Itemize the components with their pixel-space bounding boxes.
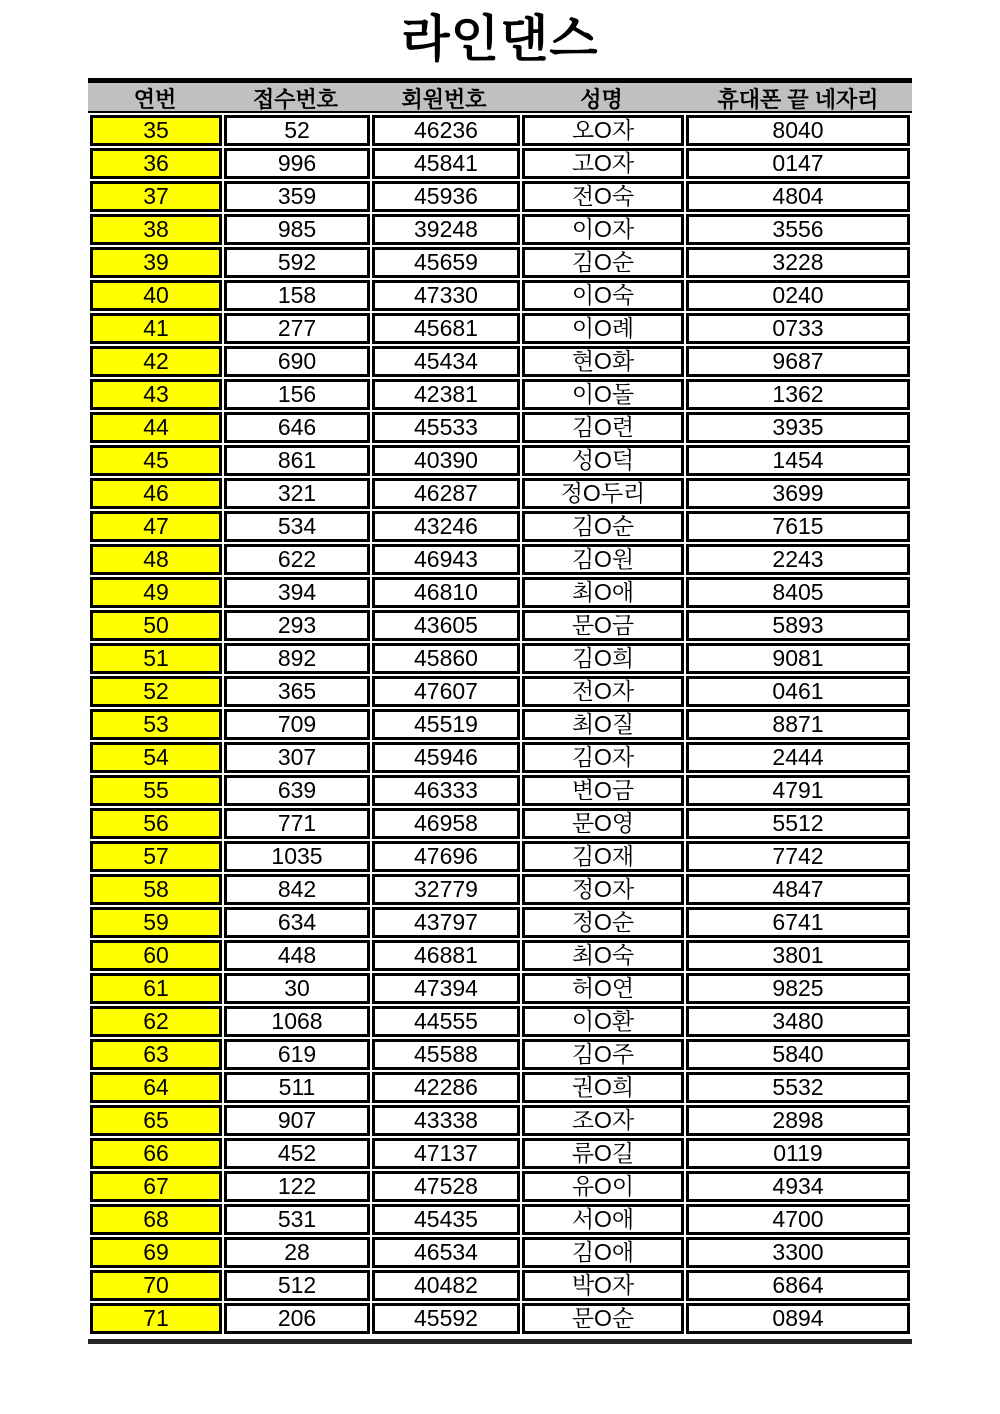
name-cell: 이O자: [522, 214, 684, 245]
phone-last4-cell: 5512: [686, 808, 910, 839]
table-bottom-border: [88, 1339, 912, 1344]
page-title: 라인댄스: [401, 11, 599, 67]
member-number-cell: 45592: [372, 1303, 520, 1334]
name-cell: 고O자: [522, 148, 684, 179]
serial-number-cell: 61: [90, 973, 222, 1004]
registration-number-cell: 634: [224, 907, 370, 938]
name-cell: 최O질: [522, 709, 684, 740]
name-cell: 김O희: [522, 643, 684, 674]
serial-number-cell: 46: [90, 478, 222, 509]
serial-number-cell: 37: [90, 181, 222, 212]
registration-number-cell: 365: [224, 676, 370, 707]
name-cell: 현O화: [522, 346, 684, 377]
member-number-cell: 40390: [372, 445, 520, 476]
phone-last4-cell: 0461: [686, 676, 910, 707]
registration-number-cell: 907: [224, 1105, 370, 1136]
name-cell: 김O련: [522, 412, 684, 443]
member-number-cell: 45659: [372, 247, 520, 278]
serial-number-cell: 35: [90, 115, 222, 146]
table-header-row: [88, 78, 912, 113]
serial-number-cell: 40: [90, 280, 222, 311]
table-body: [88, 113, 912, 1336]
registration-number-cell: 646: [224, 412, 370, 443]
name-cell: 문O영: [522, 808, 684, 839]
name-cell: 김O순: [522, 247, 684, 278]
name-cell: 이O돌: [522, 379, 684, 410]
name-cell: 권O희: [522, 1072, 684, 1103]
member-number-cell: 47137: [372, 1138, 520, 1169]
phone-last4-cell: 4847: [686, 874, 910, 905]
serial-number-cell: 38: [90, 214, 222, 245]
name-cell: 김O주: [522, 1039, 684, 1070]
registration-number-cell: 156: [224, 379, 370, 410]
member-number-cell: 45841: [372, 148, 520, 179]
member-number-cell: 46958: [372, 808, 520, 839]
member-number-cell: 47330: [372, 280, 520, 311]
phone-last4-cell: 1362: [686, 379, 910, 410]
registration-number-cell: 622: [224, 544, 370, 575]
phone-last4-cell: 4934: [686, 1171, 910, 1202]
phone-last4-cell: 5532: [686, 1072, 910, 1103]
registration-number-cell: 293: [224, 610, 370, 641]
registration-number-cell: 709: [224, 709, 370, 740]
phone-last4-cell: 7615: [686, 511, 910, 542]
phone-last4-cell: 3556: [686, 214, 910, 245]
member-number-cell: 45936: [372, 181, 520, 212]
member-number-cell: 44555: [372, 1006, 520, 1037]
phone-last4-cell: 3801: [686, 940, 910, 971]
serial-number-cell: 68: [90, 1204, 222, 1235]
header-name: 성명: [580, 87, 623, 112]
phone-last4-cell: 6741: [686, 907, 910, 938]
name-cell: 이O숙: [522, 280, 684, 311]
name-cell: 정O두리: [522, 478, 684, 509]
member-number-cell: 46810: [372, 577, 520, 608]
phone-last4-cell: 0147: [686, 148, 910, 179]
name-cell: 최O애: [522, 577, 684, 608]
registration-number-cell: 892: [224, 643, 370, 674]
member-number-cell: 46534: [372, 1237, 520, 1268]
serial-number-cell: 71: [90, 1303, 222, 1334]
member-number-cell: 46333: [372, 775, 520, 806]
name-cell: 이O환: [522, 1006, 684, 1037]
phone-last4-cell: 0733: [686, 313, 910, 344]
name-cell: 문O순: [522, 1303, 684, 1334]
registration-number-cell: 1035: [224, 841, 370, 872]
registration-number-cell: 639: [224, 775, 370, 806]
registration-number-cell: 448: [224, 940, 370, 971]
phone-last4-cell: 9081: [686, 643, 910, 674]
member-number-cell: 32779: [372, 874, 520, 905]
phone-last4-cell: 4791: [686, 775, 910, 806]
serial-number-cell: 47: [90, 511, 222, 542]
phone-last4-cell: 3935: [686, 412, 910, 443]
serial-number-cell: 44: [90, 412, 222, 443]
registration-number-cell: 842: [224, 874, 370, 905]
member-number-cell: 45435: [372, 1204, 520, 1235]
phone-last4-cell: 8040: [686, 115, 910, 146]
header-registration-number: 접수번호: [252, 87, 338, 112]
member-number-cell: 45519: [372, 709, 520, 740]
name-cell: 정O순: [522, 907, 684, 938]
member-number-cell: 43605: [372, 610, 520, 641]
serial-number-cell: 53: [90, 709, 222, 740]
serial-number-cell: 60: [90, 940, 222, 971]
member-number-cell: 45434: [372, 346, 520, 377]
registration-number-cell: 512: [224, 1270, 370, 1301]
registration-number-cell: 452: [224, 1138, 370, 1169]
phone-last4-cell: 0119: [686, 1138, 910, 1169]
serial-number-cell: 45: [90, 445, 222, 476]
name-cell: 김O애: [522, 1237, 684, 1268]
member-number-cell: 45588: [372, 1039, 520, 1070]
member-number-cell: 45946: [372, 742, 520, 773]
phone-last4-cell: 8871: [686, 709, 910, 740]
name-cell: 서O애: [522, 1204, 684, 1235]
serial-number-cell: 55: [90, 775, 222, 806]
serial-number-cell: 58: [90, 874, 222, 905]
name-cell: 전O숙: [522, 181, 684, 212]
serial-number-cell: 66: [90, 1138, 222, 1169]
member-number-cell: 46881: [372, 940, 520, 971]
serial-number-cell: 64: [90, 1072, 222, 1103]
serial-number-cell: 43: [90, 379, 222, 410]
registration-number-cell: 28: [224, 1237, 370, 1268]
phone-last4-cell: 0240: [686, 280, 910, 311]
name-cell: 박O자: [522, 1270, 684, 1301]
serial-number-cell: 63: [90, 1039, 222, 1070]
phone-last4-cell: 1454: [686, 445, 910, 476]
serial-number-cell: 57: [90, 841, 222, 872]
serial-number-cell: 62: [90, 1006, 222, 1037]
registration-number-cell: 511: [224, 1072, 370, 1103]
member-number-cell: 47394: [372, 973, 520, 1004]
member-number-cell: 46287: [372, 478, 520, 509]
member-number-cell: 39248: [372, 214, 520, 245]
serial-number-cell: 50: [90, 610, 222, 641]
phone-last4-cell: 2898: [686, 1105, 910, 1136]
member-number-cell: 43338: [372, 1105, 520, 1136]
phone-last4-cell: 3480: [686, 1006, 910, 1037]
serial-number-cell: 48: [90, 544, 222, 575]
registration-number-cell: 277: [224, 313, 370, 344]
name-cell: 김O원: [522, 544, 684, 575]
serial-number-cell: 49: [90, 577, 222, 608]
registration-number-cell: 30: [224, 973, 370, 1004]
registration-number-cell: 771: [224, 808, 370, 839]
registration-number-cell: 690: [224, 346, 370, 377]
phone-last4-cell: 7742: [686, 841, 910, 872]
registration-number-cell: 861: [224, 445, 370, 476]
phone-last4-cell: 9825: [686, 973, 910, 1004]
registration-number-cell: 321: [224, 478, 370, 509]
serial-number-cell: 41: [90, 313, 222, 344]
header-phone-last4: 휴대폰 끝 네자리: [717, 87, 879, 112]
registration-number-cell: 985: [224, 214, 370, 245]
member-number-cell: 46943: [372, 544, 520, 575]
phone-last4-cell: 0894: [686, 1303, 910, 1334]
registration-number-cell: 394: [224, 577, 370, 608]
phone-last4-cell: 3300: [686, 1237, 910, 1268]
serial-number-cell: 39: [90, 247, 222, 278]
serial-number-cell: 70: [90, 1270, 222, 1301]
name-cell: 조O자: [522, 1105, 684, 1136]
registration-number-cell: 531: [224, 1204, 370, 1235]
name-cell: 김O재: [522, 841, 684, 872]
phone-last4-cell: 3228: [686, 247, 910, 278]
serial-number-cell: 67: [90, 1171, 222, 1202]
roster-table: [88, 78, 912, 1344]
name-cell: 성O덕: [522, 445, 684, 476]
serial-number-cell: 42: [90, 346, 222, 377]
name-cell: 최O숙: [522, 940, 684, 971]
member-number-cell: 47696: [372, 841, 520, 872]
registration-number-cell: 1068: [224, 1006, 370, 1037]
name-cell: 문O금: [522, 610, 684, 641]
phone-last4-cell: 4804: [686, 181, 910, 212]
registration-number-cell: 592: [224, 247, 370, 278]
header-member-number: 회원번호: [401, 87, 487, 112]
member-number-cell: 42286: [372, 1072, 520, 1103]
name-cell: 류O길: [522, 1138, 684, 1169]
member-number-cell: 43246: [372, 511, 520, 542]
registration-number-cell: 122: [224, 1171, 370, 1202]
phone-last4-cell: 9687: [686, 346, 910, 377]
name-cell: 오O자: [522, 115, 684, 146]
member-number-cell: 47607: [372, 676, 520, 707]
name-cell: 허O연: [522, 973, 684, 1004]
registration-number-cell: 619: [224, 1039, 370, 1070]
name-cell: 김O자: [522, 742, 684, 773]
member-number-cell: 45533: [372, 412, 520, 443]
name-cell: 변O금: [522, 775, 684, 806]
serial-number-cell: 54: [90, 742, 222, 773]
phone-last4-cell: 2444: [686, 742, 910, 773]
phone-last4-cell: 3699: [686, 478, 910, 509]
serial-number-cell: 36: [90, 148, 222, 179]
serial-number-cell: 52: [90, 676, 222, 707]
serial-number-cell: 69: [90, 1237, 222, 1268]
registration-number-cell: 359: [224, 181, 370, 212]
serial-number-cell: 56: [90, 808, 222, 839]
phone-last4-cell: 5893: [686, 610, 910, 641]
serial-number-cell: 65: [90, 1105, 222, 1136]
registration-number-cell: 158: [224, 280, 370, 311]
name-cell: 정O자: [522, 874, 684, 905]
phone-last4-cell: 6864: [686, 1270, 910, 1301]
phone-last4-cell: 4700: [686, 1204, 910, 1235]
member-number-cell: 42381: [372, 379, 520, 410]
member-number-cell: 45860: [372, 643, 520, 674]
member-number-cell: 43797: [372, 907, 520, 938]
name-cell: 유O이: [522, 1171, 684, 1202]
member-number-cell: 45681: [372, 313, 520, 344]
phone-last4-cell: 2243: [686, 544, 910, 575]
header-serial-number: 연번: [133, 87, 177, 112]
registration-number-cell: 996: [224, 148, 370, 179]
name-cell: 전O자: [522, 676, 684, 707]
phone-last4-cell: 5840: [686, 1039, 910, 1070]
registration-number-cell: 534: [224, 511, 370, 542]
serial-number-cell: 51: [90, 643, 222, 674]
member-number-cell: 40482: [372, 1270, 520, 1301]
registration-number-cell: 307: [224, 742, 370, 773]
phone-last4-cell: 8405: [686, 577, 910, 608]
serial-number-cell: 59: [90, 907, 222, 938]
name-cell: 김O순: [522, 511, 684, 542]
registration-number-cell: 52: [224, 115, 370, 146]
name-cell: 이O례: [522, 313, 684, 344]
member-number-cell: 47528: [372, 1171, 520, 1202]
registration-number-cell: 206: [224, 1303, 370, 1334]
member-number-cell: 46236: [372, 115, 520, 146]
